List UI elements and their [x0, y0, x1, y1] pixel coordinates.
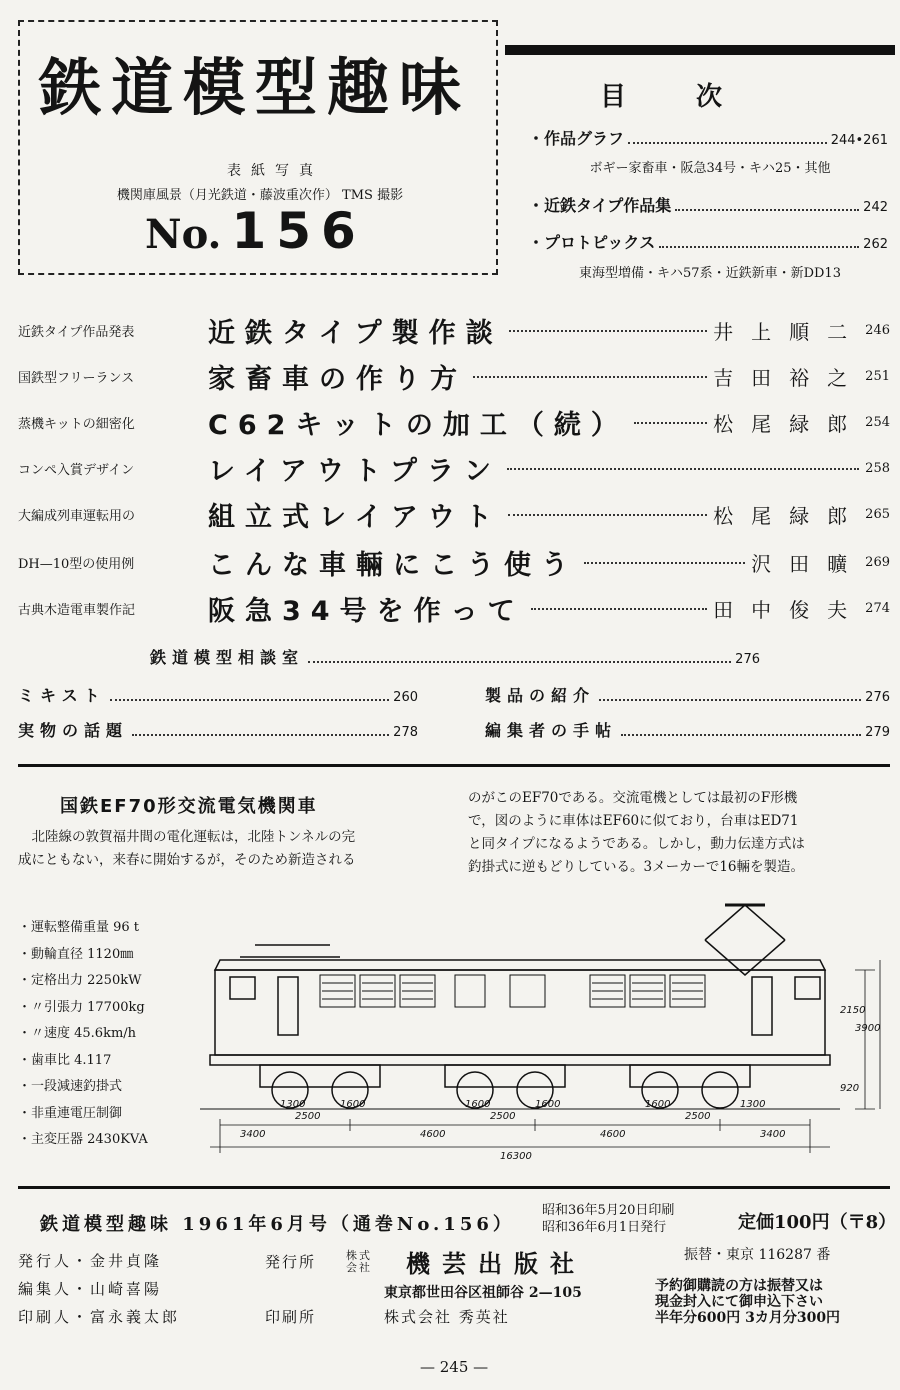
editor-person: 編集人・山崎喜陽	[18, 1280, 163, 1298]
article-row[interactable]	[18, 542, 890, 582]
subscription-note	[655, 1278, 895, 1326]
article-category: 国鉄型フリーランス	[18, 370, 135, 386]
consult-page: 276	[735, 652, 760, 667]
dim-label: 2500	[685, 1111, 711, 1122]
article-title: C62キットの加工（続）	[208, 409, 628, 441]
cover-photo-description: 機関庫風景（月光鉄道・藤波重次作） TMS 撮影	[116, 188, 404, 203]
article-category: 蒸機キットの細密化	[18, 416, 135, 432]
leader-dots	[675, 208, 859, 211]
issue-number	[145, 202, 366, 260]
contents-item[interactable]	[528, 126, 888, 149]
printer-label: 印刷所	[265, 1308, 317, 1326]
dim-label: 3400	[760, 1129, 786, 1140]
article-page: 265	[865, 506, 890, 522]
article-author: 沢田曠	[751, 551, 866, 576]
misc-row[interactable]	[18, 718, 418, 741]
dim-label: 1300	[740, 1099, 766, 1110]
dim-label: 1600	[645, 1099, 671, 1110]
article-author: 松尾緑郎	[713, 411, 866, 436]
issue-digits: 156	[231, 202, 366, 260]
leader-dots	[634, 421, 707, 424]
ef70-text-left-2: 成にともない，来春に開始するが，そのため新造される	[18, 852, 356, 868]
contents-bar	[505, 45, 895, 55]
article-page: 254	[865, 414, 890, 430]
leader-dots	[507, 467, 859, 470]
publisher-label: 発行所	[265, 1253, 317, 1271]
colophon-title: 鉄道模型趣味 1961年6月号（通巻No.156）	[40, 1214, 515, 1235]
spec-item: ・非重連電圧制御	[18, 1105, 123, 1121]
article-title: 近鉄タイプ製作談	[208, 317, 503, 349]
article-author: 井上順二	[713, 319, 866, 344]
publisher-block	[265, 1244, 586, 1279]
dim-label: 2500	[490, 1111, 516, 1122]
section-rule	[18, 764, 890, 767]
spec-item: ・主変圧器 2430KVA	[18, 1132, 148, 1147]
misc-row[interactable]	[485, 683, 890, 706]
leader-dots	[621, 733, 861, 736]
ef70-text-left-1: 北陸線の敦賀福井間の電化運転は，北陸トンネルの完	[31, 829, 356, 845]
dim-label: 2500	[295, 1111, 321, 1122]
consult-title: 鉄道模型相談室	[150, 648, 305, 667]
contents-item-title: ・近鉄タイプ作品集	[528, 196, 672, 215]
misc-page: 279	[865, 725, 890, 740]
article-page: 258	[865, 460, 890, 476]
article-row[interactable]	[18, 448, 890, 488]
consult-row[interactable]	[150, 645, 760, 668]
leader-dots	[509, 329, 708, 332]
spec-item: ・〃引張力 17700kg	[18, 999, 145, 1015]
subscription-line: 予約御購読の方は振替又は	[655, 1278, 823, 1294]
dim-label: 3400	[240, 1129, 266, 1140]
article-title: 阪急34号を作って	[208, 595, 525, 627]
subscription-line: 半年分600円 3カ月分300円	[655, 1310, 841, 1326]
spec-item: ・運転整備重量 96 t	[18, 920, 140, 935]
article-page: 246	[865, 322, 890, 338]
article-category: 古典木造電車製作記	[18, 602, 136, 618]
leader-dots	[110, 698, 389, 701]
ef70-text-right-3: と同タイプになるようである。しかし，動力伝達方式は	[468, 836, 805, 852]
article-page: 269	[865, 554, 890, 570]
contents-item[interactable]	[528, 193, 888, 216]
issue-prefix: No.	[145, 211, 222, 258]
spec-item: ・動輪直径 1120㎜	[18, 946, 134, 962]
article-title: 家畜車の作り方	[208, 363, 467, 395]
magazine-title: 鉄道模型趣味	[38, 51, 471, 124]
price: 定価100円（〒8）	[738, 1212, 897, 1233]
misc-title: 編集者の手帖	[485, 721, 618, 740]
dim-label: 4600	[600, 1129, 626, 1140]
article-author: 吉田裕之	[713, 365, 866, 390]
article-page: 274	[865, 600, 890, 616]
article-page: 251	[865, 368, 890, 384]
leader-dots	[308, 660, 731, 663]
misc-page: 260	[393, 690, 418, 705]
contents-item-page: 242	[863, 200, 888, 215]
misc-page: 276	[865, 690, 890, 705]
dim-label: 3900	[855, 1023, 881, 1034]
article-row[interactable]	[18, 356, 890, 396]
article-category: 大編成列車運転用の	[18, 508, 136, 524]
leader-dots	[531, 607, 708, 610]
printer-name: 株式会社 秀英社	[384, 1308, 510, 1326]
misc-title: ミキスト	[18, 686, 106, 705]
dim-label: 920	[840, 1083, 860, 1094]
contents-item-title: ・プロトピックス	[528, 233, 656, 252]
dim-label: 1600	[535, 1099, 561, 1110]
contents-heading: 目次	[600, 82, 793, 112]
ef70-text-right-2: で，図のように車体はEF60に似ており，台車はED71	[468, 813, 799, 829]
leader-dots	[659, 245, 859, 248]
spec-item: ・〃速度 45.6km/h	[18, 1026, 137, 1041]
misc-page: 278	[393, 725, 418, 740]
ef70-spec-list	[18, 915, 203, 1154]
article-category: 近鉄タイプ作品発表	[18, 324, 135, 340]
subscription-line: 現金封入にて御申込下さい	[655, 1294, 823, 1310]
leader-dots	[628, 141, 827, 144]
leader-dots	[508, 513, 707, 516]
page-number: — 245 —	[420, 1358, 489, 1376]
spec-item: ・歯車比 4.117	[18, 1052, 112, 1068]
dim-label: 2150	[840, 1005, 866, 1016]
ef70-title: 国鉄EF70形交流電気機関車	[60, 796, 318, 817]
article-category: コンペ入賞デザイン	[18, 462, 135, 478]
cover-photo-label: 表紙写真	[227, 163, 323, 179]
dim-label-total: 16300	[500, 1151, 532, 1162]
contents-item-sub: ボギー家畜車・阪急34号・キハ25・其他	[589, 161, 831, 176]
dim-label: 1300	[280, 1099, 306, 1110]
leader-dots	[132, 733, 389, 736]
dim-label: 1600	[465, 1099, 491, 1110]
article-row[interactable]	[18, 310, 890, 350]
article-author: 田中俊夫	[713, 597, 866, 622]
colophon-rule	[18, 1186, 890, 1189]
issue-date: 昭和36年6月1日発行	[542, 1220, 667, 1235]
contents-item-sub: 東海型増備・キハ57系・近鉄新車・新DD13	[579, 266, 841, 281]
misc-title: 製品の紹介	[485, 686, 596, 705]
contents-item-page: 262	[863, 237, 888, 252]
article-row[interactable]	[18, 588, 890, 628]
article-row[interactable]	[18, 402, 890, 442]
article-title: こんな車輛にこう使う	[208, 549, 578, 581]
colophon-dates	[542, 1202, 674, 1236]
spec-item: ・一段減速釣掛式	[18, 1079, 123, 1094]
contents-item-title: ・作品グラフ	[528, 129, 625, 148]
kabushiki-kaisha: 株式会社	[346, 1248, 373, 1274]
postal-transfer: 振替・東京 116287 番	[684, 1247, 831, 1263]
dim-label: 4600	[420, 1129, 446, 1140]
article-title: 組立式レイアウト	[208, 501, 502, 533]
misc-row[interactable]	[485, 718, 890, 741]
article-author: 松尾緑郎	[713, 503, 866, 528]
publisher-person: 発行人・金井貞隆	[18, 1252, 163, 1270]
ef70-locomotive-drawing	[200, 885, 890, 1175]
leader-dots	[599, 698, 861, 701]
misc-title: 実物の話題	[18, 721, 129, 740]
ef70-text-right-1: のがこのEF70である。交流電機としては最初のF形機	[468, 790, 798, 806]
dim-label: 1600	[340, 1099, 366, 1110]
print-date: 昭和36年5月20日印刷	[542, 1203, 675, 1218]
ef70-text-right-4: 釣掛式に逆もどりしている。3メーカーで16輛を製造。	[468, 859, 804, 875]
article-title: レイアウトプラン	[208, 455, 502, 487]
leader-dots	[584, 561, 745, 564]
contents-item[interactable]	[528, 230, 888, 253]
contents-item-page: 244•261	[830, 133, 888, 148]
publisher-name: 機芸出版社	[406, 1250, 587, 1278]
misc-row[interactable]	[18, 683, 418, 706]
spec-item: ・定格出力 2250kW	[18, 973, 142, 988]
publisher-address: 東京都世田谷区祖師谷 2—105	[384, 1285, 582, 1301]
article-row[interactable]	[18, 494, 890, 534]
leader-dots	[473, 375, 707, 378]
printer-person: 印刷人・富永義太郎	[18, 1308, 181, 1326]
article-category: DH—10型の使用例	[18, 556, 135, 572]
